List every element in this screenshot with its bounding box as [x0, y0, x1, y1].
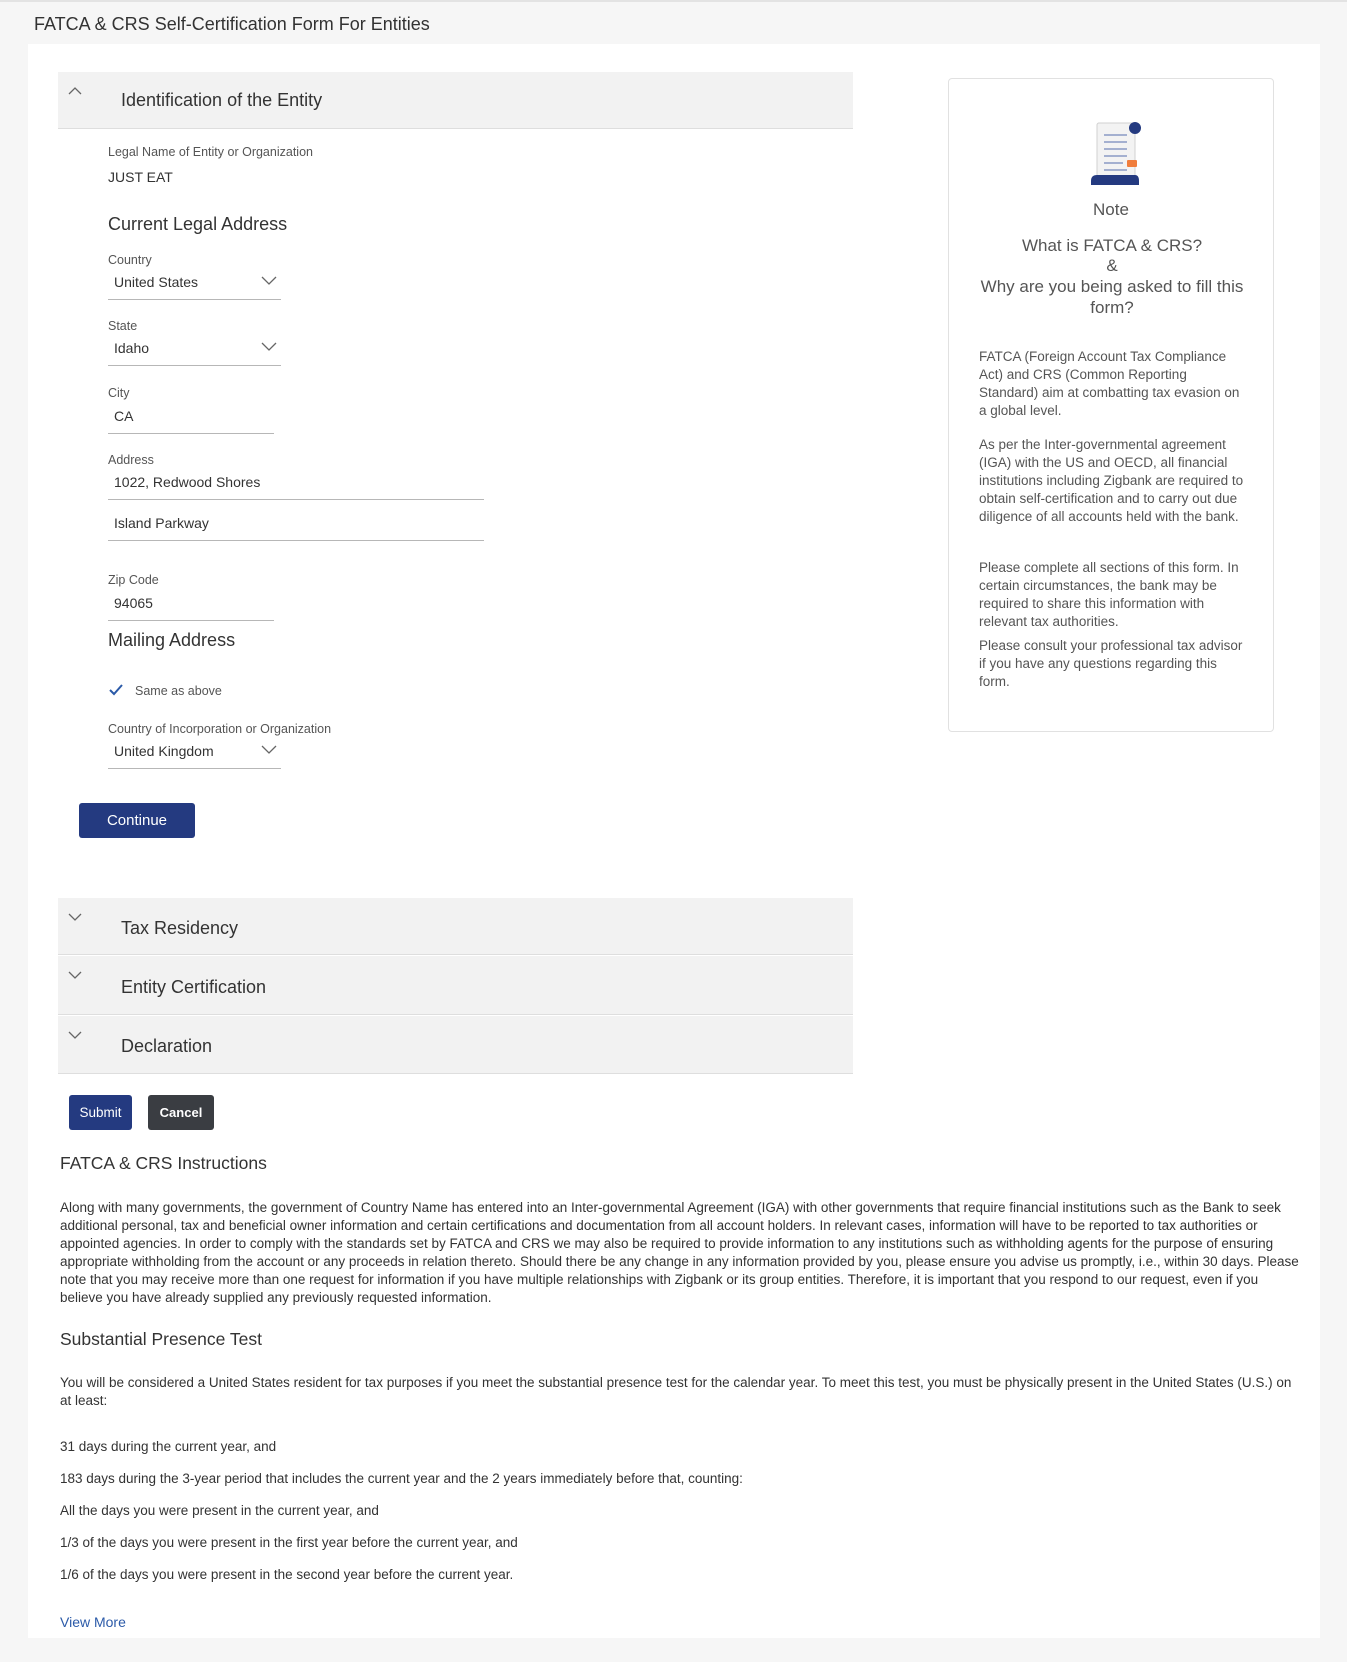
- instructions-body: Along with many governments, the government of Country Name has entered into an Inter-governmental Agreement (IGA) with other governments that require financial institutions such as the Bank to seek additional personal, tax and beneficial owner information and certain certifications and documentation from all account holders. In relevant cases, information will have to be reported to tax authorities or appointed agencies. In order to comply with the standards set by FATCA and CRS we may also be required to provide information to any institutions such as withholding agents for the purpose of ensuring appropriate withholding from the account or any proceeds in relation thereto. Should there be any change in any information provided by you, please ensure you advise us promptly, i.e., within 30 days. Please note that you may receive more than one request for information if you have multiple relationships with Zigbank or its group entities. Therefore, it is important that you respond to our request, even if you believe you have already supplied any previously requested information.: [60, 1200, 1299, 1305]
- section-label-tax-residency: Tax Residency: [121, 918, 239, 938]
- chevron-down-icon: [68, 910, 82, 924]
- address-line2-value: Island Parkway: [114, 515, 209, 531]
- note-paragraph: Please consult your professional tax advisor if you have any questions regarding this form.: [979, 638, 1243, 689]
- chevron-down-icon: [261, 276, 277, 286]
- state-select-value: Idaho: [114, 340, 150, 356]
- zip-input[interactable]: [108, 585, 274, 621]
- section-label-entity-certification: Entity Certification: [121, 977, 267, 997]
- address-line2-input[interactable]: [108, 505, 484, 541]
- section-label-identification: Identification of the Entity: [121, 90, 323, 110]
- accordion-entity-certification[interactable]: [58, 956, 853, 1015]
- substantial-presence-intro: You will be considered a United States resident for tax purposes if you meet the substantial presence test for the calendar year. To meet this test, you must be physically present in the United States (U.S.) on at least:: [60, 1375, 1292, 1408]
- note-title: Note: [1093, 200, 1129, 219]
- state-select[interactable]: [108, 330, 281, 366]
- zip-label: Zip Code: [108, 573, 159, 587]
- note-paragraph: As per the Inter-governmental agreement (IGA) with the US and OECD, all financial institutions including Zigbank are required to obtain self-certification and to carry out due diligence of all accounts held with the bank.: [979, 437, 1244, 524]
- city-label: City: [108, 386, 130, 400]
- note-paragraph: Please complete all sections of this form. In certain circumstances, the bank may be required to share this information with relevant tax authorities.: [979, 560, 1239, 629]
- chevron-down-icon: [68, 968, 82, 982]
- country-label: Country: [108, 253, 152, 267]
- chevron-up-icon: [68, 84, 82, 98]
- accordion-identification[interactable]: [58, 72, 853, 129]
- same-as-above-label: Same as above: [135, 684, 222, 698]
- incorporation-select-value: United Kingdom: [114, 743, 214, 759]
- presence-condition: 183 days during the 3-year period that includes the current year and the 2 years immediately before that, counting:: [60, 1471, 743, 1486]
- page-header: [0, 0, 1347, 44]
- incorporation-select[interactable]: [108, 733, 281, 769]
- city-input-value: CA: [114, 408, 134, 424]
- country-select[interactable]: [108, 264, 281, 300]
- presence-condition: 1/3 of the days you were present in the first year before the current year, and: [60, 1535, 518, 1550]
- note-question-amp: &: [1106, 256, 1118, 275]
- city-input[interactable]: [108, 398, 274, 434]
- note-question-1: What is FATCA & CRS?: [1021, 236, 1203, 255]
- cancel-button[interactable]: Cancel: [148, 1095, 214, 1130]
- same-as-above-checkbox[interactable]: [108, 682, 124, 698]
- current-address-heading: Current Legal Address: [108, 214, 288, 234]
- country-select-value: United States: [114, 274, 199, 290]
- substantial-presence-title: Substantial Presence Test: [60, 1329, 263, 1349]
- view-more-link[interactable]: View More: [60, 1614, 126, 1630]
- chevron-down-icon: [68, 1028, 82, 1042]
- zip-input-value: 94065: [114, 595, 153, 611]
- state-label: State: [108, 319, 138, 333]
- note-question-2: Why are you being asked to fill this form?: [980, 277, 1244, 317]
- continue-button[interactable]: Continue: [79, 803, 195, 838]
- chevron-down-icon: [261, 342, 277, 352]
- instructions-title: FATCA & CRS Instructions: [60, 1153, 267, 1173]
- section-label-declaration: Declaration: [121, 1036, 213, 1056]
- legal-name-label: Legal Name of Entity or Organization: [108, 145, 313, 159]
- form-card: [28, 44, 1320, 1638]
- note-card: [948, 78, 1274, 732]
- document-note-icon: [1087, 121, 1145, 187]
- presence-condition: 1/6 of the days you were present in the second year before the current year.: [60, 1567, 514, 1582]
- legal-name-value: JUST EAT: [108, 169, 173, 185]
- accordion-tax-residency[interactable]: [58, 898, 853, 955]
- mailing-address-heading: Mailing Address: [108, 630, 236, 650]
- accordion-declaration[interactable]: [58, 1016, 853, 1074]
- incorporation-label: Country of Incorporation or Organization: [108, 722, 332, 736]
- address-line1-input[interactable]: [108, 464, 484, 500]
- presence-condition: All the days you were present in the current year, and: [60, 1503, 379, 1518]
- address-label: Address: [108, 453, 154, 467]
- chevron-down-icon: [261, 745, 277, 755]
- submit-button[interactable]: Submit: [69, 1095, 132, 1130]
- presence-condition: 31 days during the current year, and: [60, 1439, 277, 1454]
- note-paragraph: FATCA (Foreign Account Tax Compliance Act) and CRS (Common Reporting Standard) aim at combatting tax evasion on a global level.: [979, 349, 1240, 418]
- page-title: FATCA & CRS Self-Certification Form For Entities: [34, 14, 430, 34]
- address-line1-value: 1022, Redwood Shores: [114, 474, 261, 490]
